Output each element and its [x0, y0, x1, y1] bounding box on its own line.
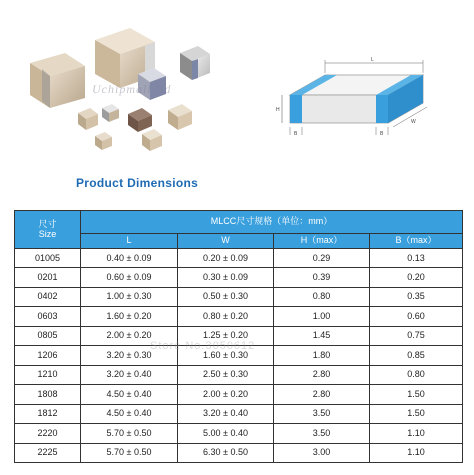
cell-size: 1812	[15, 404, 81, 423]
size-header	[15, 211, 81, 249]
cell-l: 1.60 ± 0.20	[81, 307, 178, 326]
group-header: MLCC尺寸规格（单位：mm）	[81, 211, 463, 234]
cell-b: 0.35	[370, 287, 463, 306]
cell-l: 0.40 ± 0.09	[81, 249, 178, 268]
table-row	[15, 404, 463, 423]
cell-size: 0805	[15, 326, 81, 345]
column-header: H（max）	[274, 234, 370, 249]
cell-size: 0402	[15, 287, 81, 306]
band-label-left: B	[294, 131, 298, 137]
cell-b: 1.50	[370, 404, 463, 423]
spec-table	[14, 210, 463, 463]
cell-size: 01005	[15, 249, 81, 268]
cell-w: 6.30 ± 0.50	[178, 443, 274, 462]
table-row	[15, 326, 463, 345]
capacitor-small-5	[142, 129, 162, 151]
cell-size: 2220	[15, 424, 81, 443]
cell-l: 5.70 ± 0.50	[81, 443, 178, 462]
cell-w: 5.00 ± 0.40	[178, 424, 274, 443]
cell-b: 0.75	[370, 326, 463, 345]
size-header-en: Size	[38, 228, 57, 239]
table-row	[15, 268, 463, 287]
cell-w: 0.30 ± 0.09	[178, 268, 274, 287]
cell-size: 0201	[15, 268, 81, 287]
cell-w: 1.25 ± 0.20	[178, 326, 274, 345]
capacitor-small-right	[180, 46, 210, 80]
column-header: B（max）	[370, 234, 463, 249]
cell-l: 2.00 ± 0.20	[81, 326, 178, 345]
cell-w: 1.60 ± 0.30	[178, 346, 274, 365]
cell-l: 3.20 ± 0.30	[81, 346, 178, 365]
band-label-right: B	[380, 131, 384, 137]
table-row	[15, 424, 463, 443]
cell-h: 3.50	[274, 404, 370, 423]
cell-h: 3.50	[274, 424, 370, 443]
cell-h: 1.00	[274, 307, 370, 326]
table-row	[15, 385, 463, 404]
cell-h: 0.29	[274, 249, 370, 268]
capacitor-small-3	[168, 104, 192, 130]
table-row	[15, 346, 463, 365]
cell-h: 1.45	[274, 326, 370, 345]
width-label: W	[411, 119, 416, 125]
cell-size: 1206	[15, 346, 81, 365]
cell-l: 4.50 ± 0.40	[81, 385, 178, 404]
cell-h: 3.00	[274, 443, 370, 462]
cell-w: 3.20 ± 0.40	[178, 404, 274, 423]
section-title: Product Dimensions	[76, 176, 199, 190]
size-header-cn: 尺寸	[38, 219, 57, 230]
cell-size: 1210	[15, 365, 81, 384]
cell-size: 0603	[15, 307, 81, 326]
cell-size: 1808	[15, 385, 81, 404]
cell-l: 0.60 ± 0.09	[81, 268, 178, 287]
cell-b: 0.13	[370, 249, 463, 268]
capacitor-small-1	[78, 108, 98, 130]
table-row	[15, 287, 463, 306]
table-row	[15, 365, 463, 384]
cell-l: 5.70 ± 0.50	[81, 424, 178, 443]
cell-h: 2.80	[274, 365, 370, 384]
cell-h: 2.80	[274, 385, 370, 404]
cell-l: 4.50 ± 0.40	[81, 404, 178, 423]
cell-b: 0.80	[370, 365, 463, 384]
cell-size: 2225	[15, 443, 81, 462]
dimension-diagram	[275, 55, 465, 145]
cell-h: 1.80	[274, 346, 370, 365]
cell-w: 0.20 ± 0.09	[178, 249, 274, 268]
cell-w: 2.50 ± 0.30	[178, 365, 274, 384]
cell-l: 1.00 ± 0.30	[81, 287, 178, 306]
cell-l: 3.20 ± 0.40	[81, 365, 178, 384]
cell-b: 1.10	[370, 424, 463, 443]
table-row	[15, 249, 463, 268]
cell-b: 1.10	[370, 443, 463, 462]
capacitor-brown	[128, 108, 152, 132]
table-row	[15, 307, 463, 326]
column-header: W	[178, 234, 274, 249]
column-header: L	[81, 234, 178, 249]
cell-w: 0.50 ± 0.30	[178, 287, 274, 306]
length-label: L	[371, 57, 374, 63]
cell-w: 0.80 ± 0.20	[178, 307, 274, 326]
cell-b: 0.85	[370, 346, 463, 365]
cell-h: 0.80	[274, 287, 370, 306]
cell-w: 2.00 ± 0.20	[178, 385, 274, 404]
cell-b: 1.50	[370, 385, 463, 404]
watermark-text: Uchipmall.ltd	[92, 82, 172, 96]
height-label: H	[276, 107, 280, 113]
capacitor-small-4	[95, 132, 112, 150]
cell-h: 0.39	[274, 268, 370, 287]
store-watermark: Store No.3050612	[150, 340, 256, 352]
cell-b: 0.20	[370, 268, 463, 287]
capacitor-small-2	[102, 104, 119, 122]
capacitor-large-left	[30, 53, 85, 108]
table-row	[15, 443, 463, 462]
cell-b: 0.60	[370, 307, 463, 326]
